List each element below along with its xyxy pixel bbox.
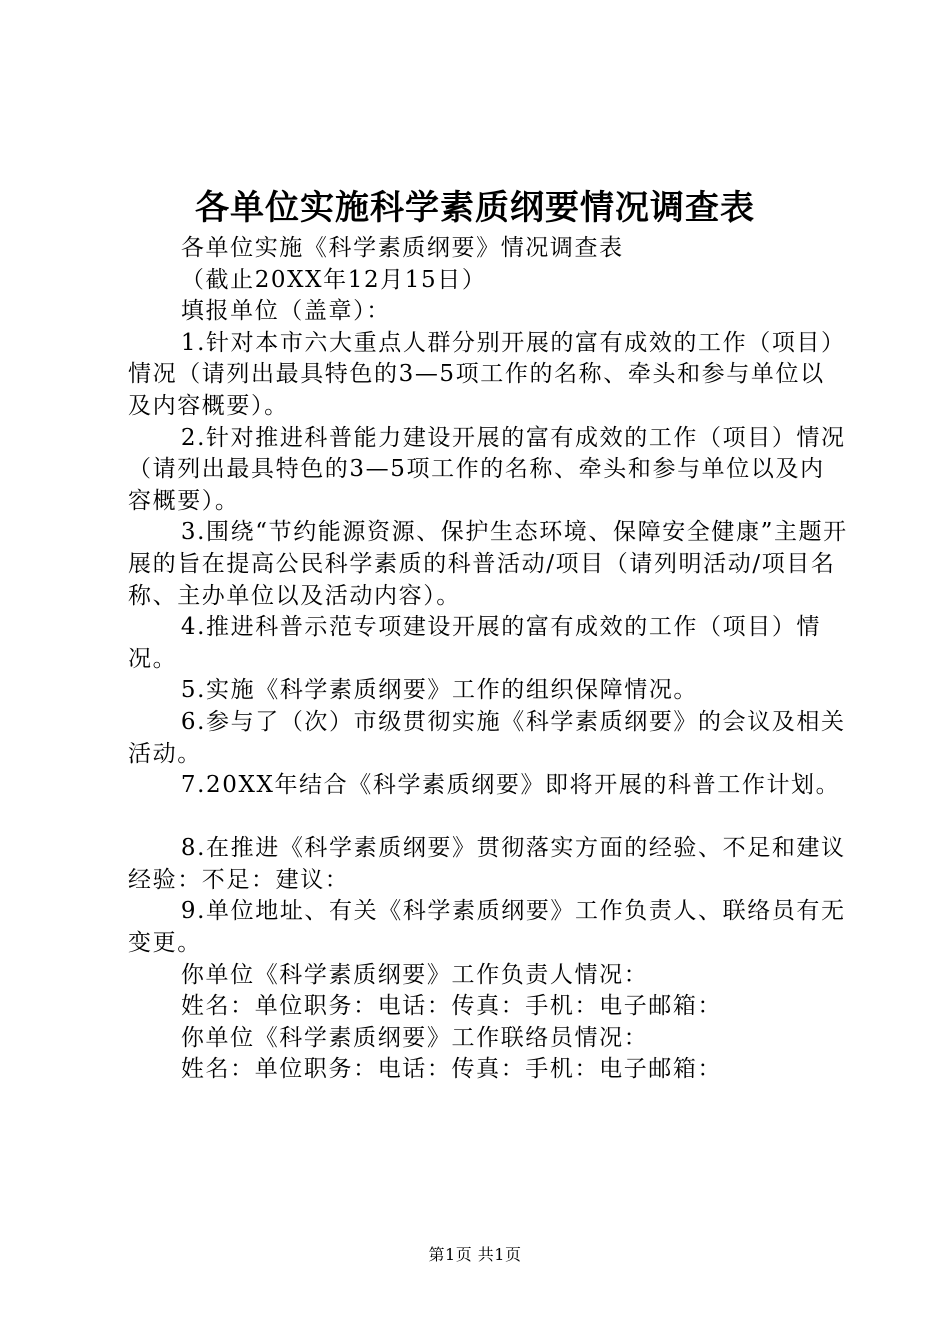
item-6-paragraph: 6.参与了（次）市级贯彻实施《科学素质纲要》的会议及相关活动。 bbox=[128, 708, 846, 767]
item-5-paragraph: 5.实施《科学素质纲要》工作的组织保障情况。 bbox=[180, 677, 699, 704]
leader-info-heading: 你单位《科学素质纲要》工作负责人情况： bbox=[180, 961, 649, 988]
subtitle-paragraph: 各单位实施《科学素质纲要》情况调查表 bbox=[180, 235, 624, 261]
item-2-paragraph: 2.针对推进科普能力建设开展的富有成效的工作（项目）情况（请列出最具特色的3—5项工作的名称、牵头和参与单位以及内容概要）。 bbox=[128, 424, 846, 514]
item-7-paragraph: 7.20XX年结合《科学素质纲要》即将开展的科普工作计划。 bbox=[180, 772, 841, 799]
item-4-paragraph: 4.推进科普示范专项建设开展的富有成效的工作（项目）情况。 bbox=[128, 614, 822, 672]
item-9-paragraph: 9.单位地址、有关《科学素质纲要》工作负责人、联络员有无变更。 bbox=[128, 898, 846, 957]
item-8-paragraph: 8.在推进《科学素质纲要》贯彻落实方面的经验、不足和建议经验：不足：建议： bbox=[128, 835, 846, 893]
deadline-paragraph: （截止20XX年12月15日） bbox=[180, 266, 487, 293]
item-1-paragraph: 1.针对本市六大重点人群分别开展的富有成效的工作（项目）情况（请列出最具特色的3—5项工作的名称、牵头和参与单位以及内容概要）。 bbox=[128, 329, 846, 419]
reporting-unit-paragraph: 填报单位（盖章）： bbox=[180, 298, 391, 325]
item-3-paragraph: 3.围绕“节约能源资源、保护生态环境、保障安全健康”主题开展的旨在提高公民科学素质的科普活动/项目（请列明活动/项目名称、主办单位以及活动内容）。 bbox=[128, 519, 848, 609]
liaison-info-heading: 你单位《科学素质纲要》工作联络员情况： bbox=[180, 1024, 649, 1051]
document-title: 各单位实施科学素质纲要情况调查表 bbox=[195, 188, 755, 228]
leader-info-fields: 姓名：单位职务：电话：传真：手机：电子邮箱： bbox=[180, 993, 723, 1020]
page-footer: 第1页 共1页 bbox=[428, 1245, 522, 1264]
liaison-info-fields: 姓名：单位职务：电话：传真：手机：电子邮箱： bbox=[180, 1056, 723, 1083]
document-body bbox=[128, 233, 848, 1086]
